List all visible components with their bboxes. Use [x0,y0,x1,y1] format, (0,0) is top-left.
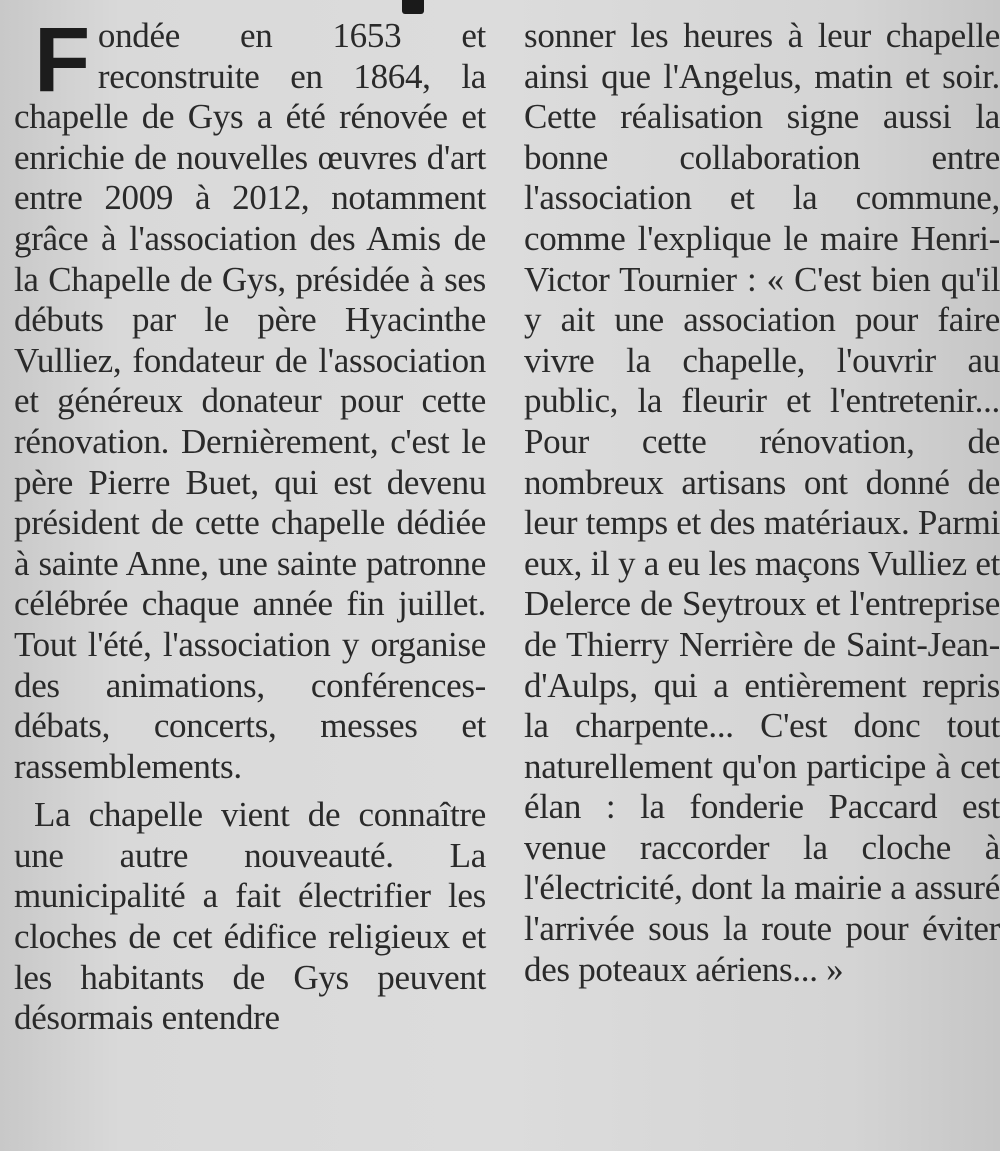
article-paragraph: La chapelle vient de connaître une autre nouveauté. La municipalité a fait électrifier les cloches de cet édifice religieux et les habitants de Gys peuvent désormais entendre [14,795,486,1038]
drop-cap: F [34,9,90,111]
article-column-left [14,9,486,1039]
header-letter-fragment [402,0,424,14]
paragraph-text: ondée en 1653 et reconstruite en 1864, la chapelle de Gys a été rénovée et enrichie de nouvelles œuvres d'art entre 2009 à 2012, notamment grâce à l'association des Amis de la Chapelle de Gys, présidée à ses débuts par le père Hyacinthe Vulliez, fondateur de l'association et généreux donateur pour cette rénovation. Dernièrement, c'est le père Pierre Buet, qui est devenu président de cette chapelle dédiée à sainte Anne, une sainte patronne célébrée chaque année fin juillet. Tout l'été, l'association y organise des animations, conférences-débats, concerts, messes et rassemblements. [14,16,486,786]
article-paragraph [14,9,486,787]
article-paragraph: sonner les heures à leur chapelle ainsi que l'Angelus, matin et soir. Cette réalisation signe aussi la bonne collaboration entre l'association et la commune, comme l'explique le maire Henri-Victor Tournier : « C'est bien qu'il y ait une association pour faire vivre la chapelle, l'ouvrir au public, la fleurir et l'entretenir... Pour cette rénovation, de nombreux artisans ont donné de leur temps et des matériaux. Parmi eux, il y a eu les maçons Vulliez et Delerce de Seytroux et l'entreprise de Thierry Nerrière de Saint-Jean-d'Aulps, qui a entièrement repris la charpente... C'est donc tout naturellement qu'on participe à cet élan : la fonderie Paccard est venue raccorder la cloche à l'électricité, dont la mairie a assuré l'arrivée sous la route pour éviter des poteaux aériens... » [524,16,1000,989]
article-column-right [524,16,1000,990]
